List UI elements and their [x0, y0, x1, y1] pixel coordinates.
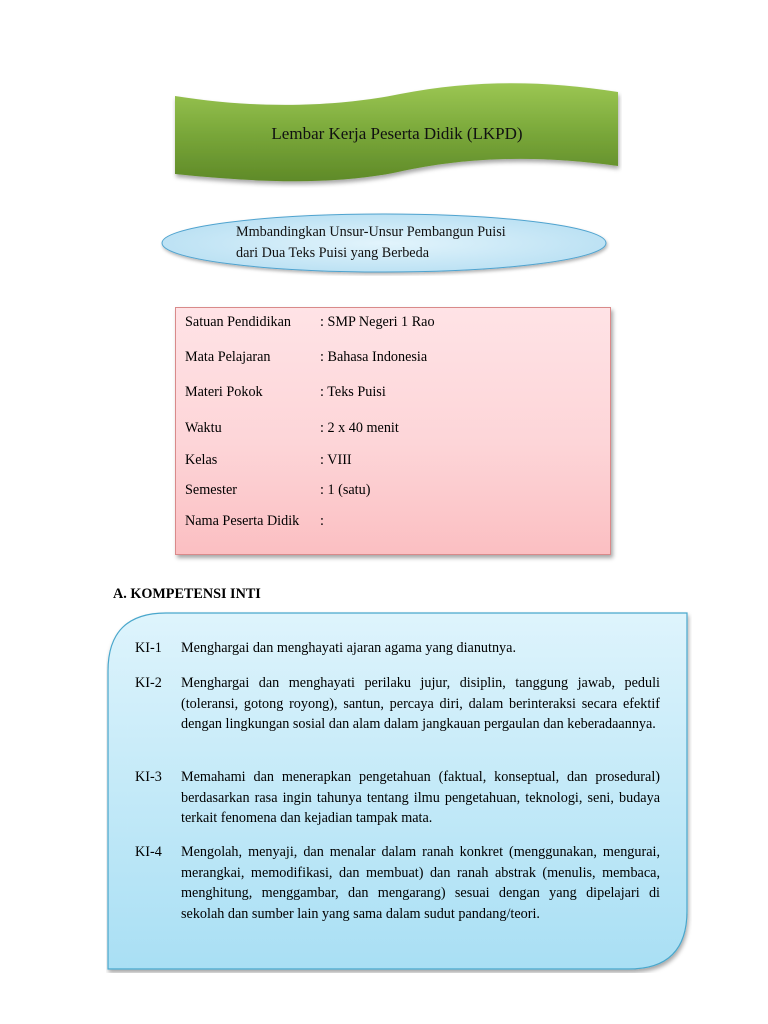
info-value: : SMP Negeri 1 Rao [320, 314, 435, 330]
section-heading-kompetensi-inti: A. KOMPETENSI INTI [113, 586, 261, 602]
info-value: : Bahasa Indonesia [320, 349, 428, 365]
ki-text: Memahami dan menerapkan pengetahuan (faktual, konseptual, dan prosedural) berdasarkan rasa ingin tahunya tentang ilmu pengetahuan, teknologi, seni, budaya terkait fenomena dan kejadian tampak mata. [181, 769, 660, 827]
info-label: Kelas [185, 452, 218, 468]
info-label: Materi Pokok [185, 384, 263, 400]
ki-text: Menghargai dan menghayati perilaku jujur, disiplin, tanggung jawab, peduli (toleransi, gotong royong), santun, percaya diri, dalam berinteraksi secara efektif dengan lingkungan sosial dan alam dalam jangkauan pergaulan dan keberadaannya. [181, 675, 660, 733]
subtitle-oval [160, 212, 610, 276]
title-banner [172, 82, 622, 188]
info-label: Satuan Pendidikan [185, 314, 291, 330]
info-label: Semester [185, 482, 238, 498]
ki-code: KI-1 [135, 640, 162, 656]
info-label: Nama Peserta Didik [185, 513, 300, 529]
ki-text: Mengolah, menyaji, dan menalar dalam ranah konkret (menggunakan, mengurai, merangkai, memodifikasi, dan membuat) dan ranah abstrak (menulis, membaca, menghitung, menggambar, dan mengarang) sesuai dengan yang dipelajari di sekolah dan sumber lain yang sama dalam sudut pandang/teori. [181, 844, 660, 922]
info-value: : 1 (satu) [320, 482, 371, 498]
subtitle-text [236, 222, 566, 264]
info-value: : 2 x 40 menit [320, 420, 399, 436]
subtitle-line-1: Mmbandingkan Unsur-Unsur Pembangun Puisi [236, 224, 506, 240]
ki-text: Menghargai dan menghayati ajaran agama yang dianutnya. [181, 640, 516, 656]
ki-code: KI-4 [135, 844, 162, 860]
kompetensi-inti-box [106, 611, 692, 973]
info-label: Waktu [185, 420, 222, 436]
ki-code: KI-3 [135, 769, 162, 785]
info-value: : VIII [320, 452, 352, 468]
identity-info-box [175, 307, 611, 555]
info-value: : Teks Puisi [320, 384, 386, 400]
info-label: Mata Pelajaran [185, 349, 271, 365]
subtitle-line-2: dari Dua Teks Puisi yang Berbeda [236, 245, 429, 261]
ki-code: KI-2 [135, 675, 162, 691]
info-value: : [320, 513, 324, 529]
document-title: Lembar Kerja Peserta Didik (LKPD) [271, 124, 523, 143]
